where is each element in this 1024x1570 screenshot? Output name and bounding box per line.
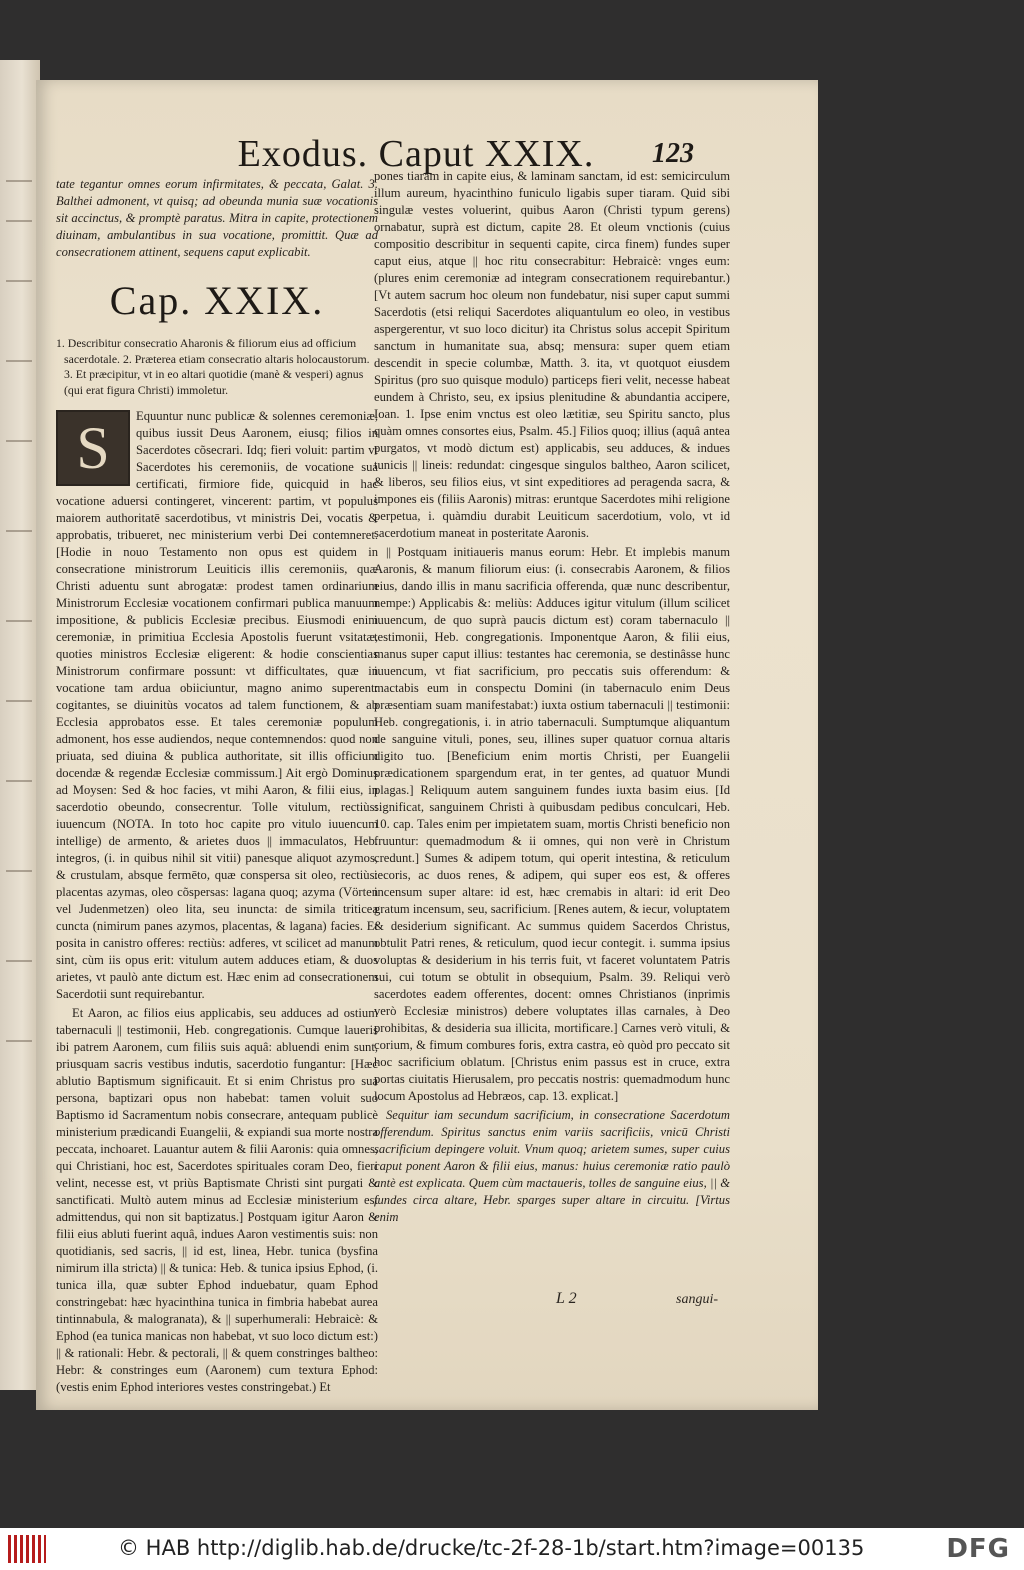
hab-logo-icon (8, 1535, 46, 1563)
page-number: 123 (652, 138, 694, 169)
left-body-paragraph-2: Et Aaron, ac filios eius applicabis, seu adduces ad ostium tabernaculi || testimonii, Heb. congregationis. Cumque laueris ibi patrem Aaronem, cum filiis suis aquâ: abluendi enim sunt, priusquam sacris vestibus indutis, sacerdotio fungantur: [Hæc ablutio Baptismum significauit. Et si enim Christus pro sua persona, baptizari opus non habebat: tamen voluit suo Baptismo id Sacramentum nobis consecrare, antequam publicè ministerium prædicandi Euangelii, & expiandi sua morte nostra peccata, inchoaret. Lauantur autem & filii Aaronis: quia omnes, qui Christiani, hoc est, Sacerdotes spirituales coram Deo, fieri velint, necesse est, vt priùs Baptismate Christi sint purgati & sanctificati. Multò autem minus ad Ecclesiæ ministerium est admittendus, qui non sit baptizatus.] Postquam igitur Aaron & filii eius abluti fuerint aquâ, indues Aaron vestimentis suis: non quotidianis, sed sacris, || id est, linea, Hebr. tunica (bysfina nimirum illa stricta) || & tunica: Heb. & tunica ipsius Ephod, (i. tunica illa, quæ subter Ephod induebatur, quam Ephod constringebat: hæc hyacinthina tunica in fimbria habebat aurea tintinnabula, & malogranata), & || superhumerali: Hebraicè: & Ephod (ea tunica manicas non habebat, vt suo loco dictum est:) || & rationali: Hebr. & pectorali, || & quem constringes baltheo: Hebr: & constringes eum (Aaronem) cum textura Ephod: (vestis enim Ephod interiores vestes constringebat.) Et (56, 1006, 378, 1394)
right-body-paragraph-2: || Postquam initiaueris manus eorum: Hebr. Et implebis manum Aaronis, & manum filiorum eius: (i. consecrabis Aaronem, & filios eius, dando illis in manu sacrificia offerenda, quæ nunc describentur, nempe:) Applicabis &: meliùs: Adduces igitur vitulum (illum scilicet iuuencum, de quo suprà paucis dictum est) coram tabernaculo || testimonii, Heb. congregationis. Imponentque Aaron, & filii eius, manus super caput illius: testantes hac ceremonia, se destinâsse hunc iuuencum, vt fiat sacrificium, pro peccatis suis offerendum: & mactabis eum in conspectu Domini (in tabernaculo enim Deus præsentiam suam manifestabat:) iuxta ostium tabernaculi || testimonii: Heb. congregationis, i. in atrio tabernaculi. Sumptumque aliquantum de sanguine vituli, pones, seu, illines super quatuor cornua altaris digito tuo. [Beneficium enim mortis Christi, per Euangelii prædicationem spargendum erat, in ter gentes, ad quatuor Mundi plagas.] Reliquum autem sanguinem fundes iuxta basim eius. [Id significat, sanguinem Christi à quibusdam pedibus conculcari, Heb. 10. cap. Tales enim per impietatem suam, mortis Christi beneficio non fruuntur: quemadmodum & ii omnes, qui non verè in Christum credunt.] Sumes & adipem totum, qui operit intestina, & reticulum iecoris, ac duos renes, & adipem, qui super eos est, & offeres incensum super altare: id est, hæc cremabis in altari: id erit Deo gratum incensum, seu, sacrificium. [Renes autem, & iecur, voluptatem & desiderium significant. Ac summus quidem Sacerdos Christus, obtulit Patri renes, & reticulum, quod iecur contegit. i. summa ipsius voluptas & desiderium in his terris fuit, vt faceret voluntatem Patris sui, cui totum se obtulit in obsequium, Psalm. 39. Reliqui verò sacerdotes eadem offerentes, docent: omnes Christianos (inprimis verò Ecclesiæ ministros) debere voluptates illas carnales, à Deo prohibitas, & desideria sua illicita, mortificare.] Carnes verò vituli, & corium, & fimum combures foris, extra castra, eò quòd pro peccato sit hoc sacrificium oblatum. [Christus enim passus est in cruce, extra portas ciuitatis Hierusalem, pro peccatis nostris: quemadmodum hunc locum Apostolus ad Hebræos, cap. 13. explicat.] (374, 545, 730, 1103)
left-column (56, 176, 378, 1396)
chapter-heading: Cap. XXIX. (109, 278, 325, 323)
intro-paragraph: tate tegantur omnes eorum infirmitates, & peccata, Galat. 3. Balthei admonent, vt quisq; ad obeunda munia suæ vocationis sit accinctus, & promptè paratus. Mitra in capite, protectionem diuinam, ambulantibus in sua vocatione, promittit. Quæ ad consecrationem attinent, sequens caput explicabit. (56, 177, 378, 259)
right-column (374, 168, 730, 1226)
initial-letter: S (76, 415, 110, 481)
dfg-logo: DFG (946, 1534, 1010, 1564)
signature-mark: L 2 (556, 1290, 577, 1307)
catchword: sangui- (676, 1292, 718, 1307)
chapter-summary: 1. Describitur consecratio Aharonis & filiorum eius ad officium sacerdotale. 2. Præterea etiam consecratio altaris holocaustorum. 3. Et præcipitur, vt in eo altari quotidie (manè & vesperi) agnus (qui erat figura Christi) immoletur. (56, 336, 370, 397)
decorated-initial (56, 410, 130, 486)
left-body-paragraph-1: Equuntur nunc publicæ & solennes ceremoniæ, quibus iussit Deus Aaronem, eiusq; filios in Sacerdotes cõsecrari. Idq; fieri voluit: partim vt Sacerdotes his ceremoniis, de vocatione sua certificati, firmiore fide, quicquid in hac vocatione aduersi contingeret, vincerent: partim, vt populus maiorem authoritatē sacerdotibus, vt ministris Dei, vocatis & approbatis, tribueret, nec ministerium verbi Dei contemneret. [Hodie in nouo Testamento non opus est quidem in consecratione ministrorum Leuiticis illis ceremoniis, quæ Christi aduentu sunt abrogatæ: prodest tamen ordinarium Ministrorum Ecclesiæ vocationem confirmari publica manuum impositione, & publicis Ecclesiæ precibus. Eiusmodi enim ceremoniæ, in primitiua Ecclesia Apostolis fuerunt vsitatæ, quoties ministros Ecclesiæ eligerent: & hodie conscientias Ministrorum confirmare possunt: vt difficultates, quæ in vocatione tam ardua obiiciuntur, magno animo superent: cogitantes, se diuinitùs vocatos ad talem functionem, & ab Ecclesia approbatos esse. Et tales ceremoniæ populum admonent, hos esse audiendos, neque contemnendos: quod non priuata, sed diuina & publica authoritate, sit illis officium docendæ & regendæ Ecclesiæ commissum.] Ait ergò Dominus ad Moysen: Sed & hoc facies, vt mihi Aaron, & filii eius, in sacerdotio obeundo, consecrentur. Tolle vitulum, rectiùs: iuuencum (NOTA. In toto hoc capite pro vitulo iuuencum intellige) de armento, & arietes duos || immaculatos, Heb. integros, (i. in quibus nihil sit vitii) panesque aliquot azymos, & crustulam, absque fermēto, quæ conspersa sit oleo, rectiùs: placentas azymas, oleo cõspersas: lagana quoq; azyma (Vörten vel Judenmetzen) oleo lita, seu inuncta: de simila triticea cuncta (nimirum panes azymos, placentas, & lagana) facies. Et posita in canistro offeres: rectiùs: adferes, vt scilicet ad manum sint, cùm iis opus erit: vitulum autem adduces etiam, & duos arietes, vt paulò ante dictum est. Hæc enim ad consecrationem Sacerdotii sunt requirebantur. (56, 409, 378, 1001)
running-title: Exodus. Caput XXIX. (237, 133, 595, 175)
right-body-paragraph-1: pones tiaram in capite eius, & laminam sanctam, id est: semicirculum illum aureum, hyacinthino funiculo ligabis super tiaram. Quid sibi singulæ vestes voluerint, quibus Aaron (Christi typum gerens) ornabatur, suprà est dictum, capite 28. Et oleum vnctionis (cuius compositio describitur in sequenti capite, circa finem) fundes super caput eius, atque || hoc ritu consecrabitur: Hebraicè: vnges eum: (plures enim ceremoniæ ad integram consecrationem requirebantur.) [Vt autem sacrum hoc oleum non fundebatur, nisi super caput summi Sacerdotis (etsi reliqui Sacerdotes aliquantulum eo oleo, in vestibus aspergerentur, vt suo loco dicitur) ita Christus solus accepit Spiritum sanctum in humanitate sua, absq; mensura: super quem etiam descendit in specie columbæ, Matth. 3. ita, vt quotquot eiusdem Spiritus (pro suo quisque modulo) particeps fieri velit, necesse habeat eundem à Christo, seu, ex ipsius plenitudine & abundantia accipere, Ioan. 1. Ipse enim vnctus est oleo lætitiæ, seu Spiritu sancto, plus quàm omnes consortes eius, Psalm. 45.] Filios quoq; illius (aquâ antea purgatos, vt modò dictum est) applicabis, seu adduces, & indues tunicis || lineis: redundat: cingesque singulos baltheo, Aaron scilicet, & liberos, seu filios eius, vt sint expeditiores ad peragenda sacra, & impones eis (filiis Aaronis) mitras: eruntque Sacerdotes mihi religione perpetua, i. quàmdiu durabit Leuiticum sacerdotium, volo, vt id sacerdotium maneat in posteritate Aaronis. (374, 169, 730, 540)
right-body-paragraph-3: Sequitur iam secundum sacrificium, in consecratione Sacerdotum offerendum. Spiritus sanctus enim variis sacrificiis, vnicū Christi sacrificium depingere voluit. Vnum quoq; arietem sumes, super cuius caput ponent Aaron & filii eius, manus: huius ceremoniæ ratio paulò antè est explicata. Quem cùm mactaueris, tolles de sanguine eius, || & fundes circa altare, Hebr. sparges super altare in circuitu. [Virtus enim (374, 1108, 730, 1224)
book-page (36, 80, 818, 1410)
previous-page-edge (0, 60, 40, 1390)
viewer-footer (0, 1528, 1024, 1570)
source-link[interactable]: © HAB http://diglib.hab.de/drucke/tc-2f-28-1b/start.htm?image=00135 (118, 1536, 865, 1560)
